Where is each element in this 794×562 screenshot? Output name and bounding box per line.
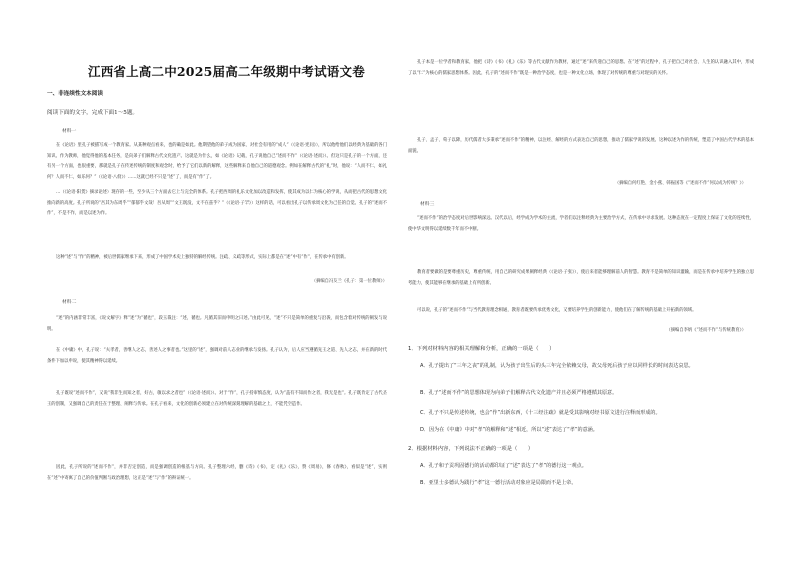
section-heading: 一、非连续性文本阅读 [47,91,103,97]
material-1-paragraph: 这种“述”与“作”的精神，被后世儒家继承下来，形成了中国学术史上独特的解经传统。注疏、义疏等形式，实际上都是在“述”中有“作”，在传承中有创新。 [56,255,349,260]
exam-title: 江西省上高二中2025届高二年级期中考试语文卷 [88,64,365,79]
material-3-source: （摘编自李炳《“述而不作”与传统教育》） [666,328,746,333]
reading-instruction: 阅读下面的文字，完成下面1～5题。 [47,110,139,116]
question-1-option-d: D．因为在《中庸》中对“孝”的解释和“述”相近，所以“述”表达了“孝”的意涵。 [420,427,598,433]
material-1-paragraph: …（《论语·阳货》摘录论述）现存的一些，至少从三个方面去它上与完全的体系。孔子把西周的礼乐文化加以改造和发挥，使其成为以仁为核心的学说，从而把古代的思想文化推向新的高度。孔子所说的“吾其为东周乎”“郁郁乎文哉！吾从周”“文王既没，文不在兹乎？”（《论语·子罕》）这样的话，可以看出孔子以传承周文化为己任的自觉。孔子的“述而不作”，不是不作，而是以述为作。 [47,190,387,217]
material-3-label: 材料三 [420,202,435,207]
material-2-continued-paragraph: 孔子、孟子、荀子以降，历代儒者大多秉承“述而不作”的精神，以注经、解经的方式表达自己的思想，推动了儒家学说的发展。这种以述为作的传统，塑造了中国古代学术的基本面貌。 [408,138,754,154]
material-2-paragraph: 因此，孔子所说的“述而不作”，并非否定创造，而是强调创造的根基与方向。孔子整理六经，删《诗》《书》，定《礼》《乐》，赞《周易》，修《春秋》，看似是“述”，实则在“述”中寄寓了自己的价值判断与政治理想，这正是“述”与“作”的辩证统一。 [47,465,387,481]
material-3-paragraph: 教育者要做的是要尊重历史，尊重传统，用自己的研究成果阐释经典（《论语·子张》），使后来者能够理解前人的智慧。教育不是简单的知识灌输，而是在传承中培养学生的独立思考能力，使其能够在继承的基础上有所创新。 [408,270,754,286]
question-2-option-a: A．孔子和子贡巩固德行的活动都印证了“述”表达了“孝”的德行这一观点。 [420,463,587,469]
question-2-stem: 2．根据材料内容，下列说法不正确的一项是（ ） [408,446,534,452]
material-2-source: （摘编自何红艳、金小燕、韩振国等《“述而不作”何以成为传统？》） [614,181,746,186]
material-2-paragraph: 孔子既说“述而不作”，又说“我非生而知之者，好古，敏以求之者也”（《论语·述而》）。对于“作”，孔子持审慎态度，认为“盖有不知而作之者，我无是也”。孔子既肯定了古代圣王的创制，又强调自己的责任在于整理、阐释与传承。在孔子看来，文化的创新必须建立在对传统深刻理解的基础之上，不能凭空造作。 [47,391,387,407]
material-3-paragraph: “述而不作”的治学态度对后世影响深远。汉代以后，经学成为学术的主流，学者们以注释经典为主要治学方式，在传承中寻求发展。这种态度在一定程度上保证了文化的连续性，使中华文明得以延续数千年而不中断。 [408,216,754,232]
material-2-continued-paragraph: 孔子本是一位学者和教育家，他把《诗》《书》《礼》《乐》等古代文献作为教材，通过“述”来传递自己的思想。在“述”的过程中，孔子把自己对社会、人生的认识融入其中，形成了以“仁”为核心的儒家思想体系。因此，孔子的“述而不作”既是一种治学态度，也是一种文化立场，体现了对传统的尊重与对现实的关怀。 [408,60,754,76]
material-2-paragraph: “述”的内涵非常丰富，《说文解字》释“述”为“循也”，段玉裁注：“述，循也。凡循其旧而申明之曰述。”由此可见，“述”不只是简单的重复与沿袭，而包含着对传统的阐发与说明。 [47,316,387,332]
question-2-option-b: B．亚里士多德认为践行“孝”这一德行活动对象应是局限而不是上帝。 [420,480,577,486]
material-2-label: 材料二 [62,300,77,305]
question-1-option-a: A．孔子提出了“三年之丧”的礼制，认为孩子出生后的头三年完全依赖父母，故父母死后孩子应以同样长的时间表达哀思。 [420,363,694,369]
question-1-stem: 1．下列对材料内容的相关理解和分析，正确的一项是（ ） [408,346,555,352]
material-1-source: （摘编自冯友兰《孔子：第一位教师》） [311,279,387,284]
material-3-paragraph: 可以说，孔子的“述而不作”与当代教育理念相通，教育者既要传承优秀文化，又要培养学生的创新能力，使他们在了解传统的基础上开拓新的领域。 [417,308,697,313]
material-1-paragraph: 在《论语》里孔子被描写成一个教育家。从某种观点看来，也的确是如此。他期望他的弟子成为国家、对社会有用的“成人”（《论语·宪问》），所以他给他们以经典为基础的各门知识。作为教师，他觉得他的基本任务，是向弟子们解释古代文化遗产。这就是为什么，如《论语》记载，孔子说他自己“述而不作”（《论语·述而》）。但这只是孔子的一个方面，还有另一个方面，也很重要，那就是孔子在传述传统的制度和观念时，给予了它们以新的解释，这些解释来自他自己的道德观念。例如在解释古代的“礼”时，他说：“人而不仁，如礼何？人而不仁，如乐何？”（《论语·八佾》）……这就已经不只是“述”了，而是有“作”了。 [47,143,387,181]
material-1-label: 材料一 [62,129,77,134]
question-1-option-c: C．孔子不只是传述传统，也会“作”出新东西，《十三经注疏》就是受其影响对经书原文进行注释而形成的。 [420,410,661,416]
question-1-option-b: B．孔子“述而不作”的思想体现为向弟子们解释古代文化遗产并且必须严格遵循其原意。 [420,390,618,396]
material-2-paragraph: 在《中庸》中，孔子说：“夫孝者，善继人之志，善述人之事者也。”这里的“述”，强调对前人志业的继承与发扬。孔子认为，后人应当遵循先王之道、先人之志，并在新的时代条件下加以申说，使其精神得以延续。 [47,348,387,364]
